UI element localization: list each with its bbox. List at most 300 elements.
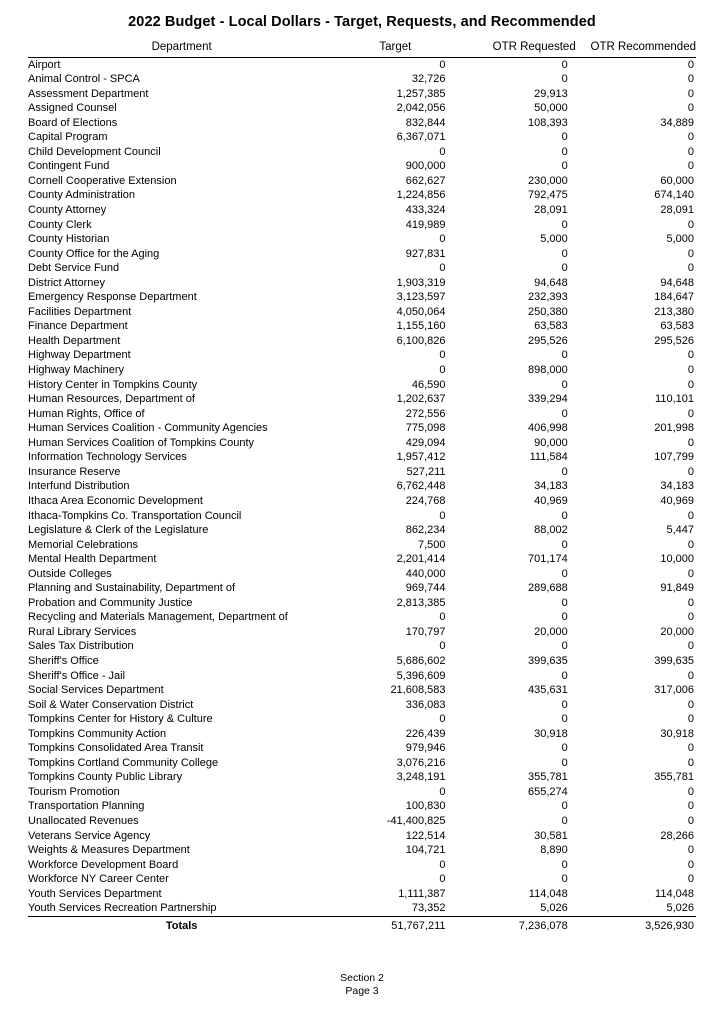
cell-otr-recommended: 0 xyxy=(687,538,694,551)
cell-department: Health Department xyxy=(28,334,121,347)
cell-otr-recommended: 0 xyxy=(687,349,694,362)
cell-target: 6,762,448 xyxy=(396,480,446,493)
cell-otr-recommended: 184,647 xyxy=(654,291,694,304)
cell-department: Social Services Department xyxy=(28,684,164,697)
cell-otr-requested: 20,000 xyxy=(534,625,568,638)
cell-otr-requested: 0 xyxy=(561,407,568,420)
cell-department: Finance Department xyxy=(28,320,128,333)
cell-target: 100,830 xyxy=(405,800,446,813)
cell-target: 224,768 xyxy=(405,494,446,507)
cell-department: Animal Control - SPCA xyxy=(28,73,140,86)
cell-department: Tourism Promotion xyxy=(28,785,120,798)
table-row xyxy=(28,538,696,553)
cell-department: District Attorney xyxy=(28,276,106,289)
cell-otr-recommended: 0 xyxy=(687,873,694,886)
cell-target: 832,844 xyxy=(405,116,446,129)
cell-target: 440,000 xyxy=(405,567,446,580)
cell-otr-recommended: 0 xyxy=(687,218,694,231)
cell-otr-recommended: 5,447 xyxy=(666,524,694,537)
cell-department: Contingent Fund xyxy=(28,160,110,173)
table-row xyxy=(28,203,696,218)
table-row xyxy=(28,407,696,422)
cell-otr-recommended: 10,000 xyxy=(660,553,694,566)
table-row xyxy=(28,669,696,684)
table-row xyxy=(28,712,696,727)
table-row xyxy=(28,625,696,640)
cell-target: 775,098 xyxy=(405,422,446,435)
cell-target: 0 xyxy=(439,858,446,871)
cell-otr-recommended: 0 xyxy=(687,742,694,755)
cell-department: Debt Service Fund xyxy=(28,262,120,275)
cell-target: 0 xyxy=(439,233,446,246)
cell-otr-recommended: 0 xyxy=(687,465,694,478)
cell-otr-requested: 399,635 xyxy=(527,654,568,667)
cell-department: Interfund Distribution xyxy=(28,480,130,493)
table-row xyxy=(28,654,696,669)
totals-target: 51,767,211 xyxy=(335,916,455,933)
cell-otr-requested: 0 xyxy=(561,596,568,609)
table-row xyxy=(28,596,696,611)
cell-otr-recommended: 94,648 xyxy=(660,276,694,289)
cell-target: 0 xyxy=(439,58,446,71)
cell-target: 170,797 xyxy=(405,625,446,638)
cell-otr-requested: 0 xyxy=(561,713,568,726)
cell-target: 2,813,385 xyxy=(396,596,446,609)
cell-otr-recommended: 0 xyxy=(687,102,694,115)
table-row xyxy=(28,145,696,160)
table-row xyxy=(28,116,696,131)
cell-target: 0 xyxy=(439,785,446,798)
cell-otr-requested: 90,000 xyxy=(534,436,568,449)
cell-target: 3,248,191 xyxy=(396,771,446,784)
column-header-department: Department xyxy=(151,41,212,53)
cell-otr-recommended: 355,781 xyxy=(654,771,694,784)
cell-target: 3,123,597 xyxy=(396,291,446,304)
table-row xyxy=(28,305,696,320)
cell-department: Cornell Cooperative Extension xyxy=(28,174,177,187)
totals-label: Totals xyxy=(28,916,335,933)
table-row xyxy=(28,829,696,844)
cell-target: 6,367,071 xyxy=(396,131,446,144)
cell-target: 336,083 xyxy=(405,698,446,711)
cell-otr-recommended: 0 xyxy=(687,596,694,609)
column-header-otr-requested: OTR Requested xyxy=(492,41,576,53)
cell-target: 272,556 xyxy=(405,407,446,420)
table-body xyxy=(28,57,696,916)
cell-otr-recommended: 0 xyxy=(687,567,694,580)
cell-otr-requested: 63,583 xyxy=(534,320,568,333)
cell-otr-requested: 0 xyxy=(561,640,568,653)
cell-department: Airport xyxy=(28,58,61,71)
cell-otr-requested: 5,000 xyxy=(540,233,568,246)
cell-department: Human Resources, Department of xyxy=(28,393,195,406)
cell-otr-recommended: 0 xyxy=(687,364,694,377)
cell-target: 927,831 xyxy=(405,247,446,260)
cell-otr-requested: 30,581 xyxy=(534,829,568,842)
cell-otr-recommended: 0 xyxy=(687,858,694,871)
cell-otr-requested: 40,969 xyxy=(534,494,568,507)
cell-target: 0 xyxy=(439,349,446,362)
cell-department: Weights & Measures Department xyxy=(28,844,190,857)
cell-otr-recommended: 399,635 xyxy=(654,654,694,667)
cell-target: 527,211 xyxy=(406,465,446,478)
cell-otr-requested: 111,584 xyxy=(529,451,568,464)
cell-otr-recommended: 0 xyxy=(687,378,694,391)
table-row xyxy=(28,363,696,378)
cell-target: 429,094 xyxy=(405,436,446,449)
cell-otr-requested: 0 xyxy=(561,465,568,478)
cell-target: 6,100,826 xyxy=(396,334,446,347)
cell-otr-requested: 295,526 xyxy=(527,334,568,347)
table-row xyxy=(28,581,696,596)
cell-otr-requested: 701,174 xyxy=(527,553,568,566)
table-header xyxy=(28,40,696,57)
cell-department: Capital Program xyxy=(28,131,108,144)
cell-target: 5,686,602 xyxy=(396,654,446,667)
cell-otr-recommended: 28,266 xyxy=(660,829,694,842)
cell-department: Child Development Council xyxy=(28,145,161,158)
cell-target: 2,042,056 xyxy=(396,102,446,115)
table-row xyxy=(28,334,696,349)
cell-department: Mental Health Department xyxy=(28,553,157,566)
footer-page-number: Page 3 xyxy=(345,985,379,997)
cell-department: Highway Machinery xyxy=(28,364,124,377)
table-row xyxy=(28,901,696,916)
cell-otr-requested: 0 xyxy=(561,756,568,769)
cell-otr-recommended: 0 xyxy=(687,800,694,813)
table-row xyxy=(28,770,696,785)
page-title: 2022 Budget - Local Dollars - Target, Requests, and Recommended xyxy=(128,14,596,30)
cell-department: Memorial Celebrations xyxy=(28,538,139,551)
cell-target: 433,324 xyxy=(405,204,446,217)
table-row xyxy=(28,639,696,654)
table-row xyxy=(28,319,696,334)
table-row xyxy=(28,276,696,291)
cell-department: Sheriff's Office - Jail xyxy=(28,669,126,682)
cell-otr-requested: 406,998 xyxy=(527,422,568,435)
table-row xyxy=(28,552,696,567)
cell-otr-recommended: 20,000 xyxy=(660,625,694,638)
cell-department: County Office for the Aging xyxy=(28,247,160,260)
cell-otr-requested: 0 xyxy=(561,58,568,71)
cell-department: Human Services Coalition of Tompkins County xyxy=(28,436,255,449)
cell-department: Facilities Department xyxy=(28,305,132,318)
cell-department: Assigned Counsel xyxy=(28,102,117,115)
cell-otr-recommended: 0 xyxy=(687,160,694,173)
cell-otr-recommended: 63,583 xyxy=(660,320,694,333)
cell-otr-requested: 0 xyxy=(561,218,568,231)
cell-otr-requested: 0 xyxy=(561,262,568,275)
table-row xyxy=(28,290,696,305)
table-row xyxy=(28,756,696,771)
totals-row xyxy=(28,916,696,933)
cell-target: 1,155,160 xyxy=(396,320,446,333)
cell-target: 1,224,856 xyxy=(396,189,446,202)
table-row xyxy=(28,858,696,873)
table-header-row xyxy=(28,40,696,55)
table-row xyxy=(28,741,696,756)
cell-department: County Historian xyxy=(28,233,110,246)
table-row xyxy=(28,567,696,582)
cell-department: Outside Colleges xyxy=(28,567,112,580)
cell-otr-requested: 0 xyxy=(561,145,568,158)
cell-otr-requested: 230,000 xyxy=(527,174,568,187)
cell-otr-requested: 792,475 xyxy=(527,189,568,202)
cell-target: 21,608,583 xyxy=(390,684,446,697)
cell-target: 0 xyxy=(439,262,446,275)
footer-section: Section 2 xyxy=(340,972,384,984)
cell-target: 0 xyxy=(439,640,446,653)
cell-otr-requested: 0 xyxy=(561,858,568,871)
cell-department: Rural Library Services xyxy=(28,625,137,638)
cell-department: Tompkins Consolidated Area Transit xyxy=(28,742,204,755)
cell-target: 46,590 xyxy=(411,378,446,391)
cell-otr-recommended: 60,000 xyxy=(660,174,694,187)
cell-otr-recommended: 0 xyxy=(687,509,694,522)
cell-target: 1,202,637 xyxy=(396,393,446,406)
budget-table xyxy=(28,40,696,933)
cell-department: Board of Elections xyxy=(28,116,118,129)
cell-otr-recommended: 30,918 xyxy=(660,727,694,740)
table-row xyxy=(28,465,696,480)
cell-otr-recommended: 0 xyxy=(687,640,694,653)
table-row xyxy=(28,509,696,524)
cell-target: 419,989 xyxy=(405,218,446,231)
cell-otr-recommended: 0 xyxy=(687,262,694,275)
cell-otr-requested: 0 xyxy=(561,349,568,362)
cell-otr-requested: 50,000 xyxy=(534,102,568,115)
cell-otr-recommended: 0 xyxy=(687,145,694,158)
cell-target: 5,396,609 xyxy=(396,669,446,682)
cell-otr-requested: 0 xyxy=(561,669,568,682)
cell-otr-requested: 655,274 xyxy=(527,785,568,798)
cell-otr-requested: 34,183 xyxy=(534,480,568,493)
cell-otr-requested: 0 xyxy=(561,611,568,624)
cell-target: 3,076,216 xyxy=(396,756,446,769)
table-row xyxy=(28,247,696,262)
cell-otr-recommended: 5,026 xyxy=(666,902,694,915)
table-row xyxy=(28,872,696,887)
cell-otr-requested: 114,048 xyxy=(528,887,568,900)
cell-otr-requested: 232,393 xyxy=(527,291,568,304)
cell-otr-recommended: 674,140 xyxy=(654,189,694,202)
cell-otr-recommended: 213,380 xyxy=(654,305,694,318)
cell-otr-requested: 0 xyxy=(561,378,568,391)
cell-target: 969,744 xyxy=(405,582,446,595)
cell-target: 1,957,412 xyxy=(396,451,446,464)
cell-department: Unallocated Revenues xyxy=(28,814,139,827)
cell-otr-requested: 30,918 xyxy=(534,727,568,740)
cell-department: Tompkins Center for History & Culture xyxy=(28,713,213,726)
cell-department: Ithaca-Tompkins Co. Transportation Council xyxy=(28,509,242,522)
cell-target: 104,721 xyxy=(405,844,446,857)
cell-department: Planning and Sustainability, Department of xyxy=(28,582,236,595)
table-row xyxy=(28,188,696,203)
column-header-otr-recommended: OTR Recommended xyxy=(590,41,696,53)
cell-target: 1,111,387 xyxy=(398,887,446,900)
cell-otr-requested: 0 xyxy=(561,698,568,711)
table-row xyxy=(28,814,696,829)
page-footer xyxy=(0,972,724,998)
table-row xyxy=(28,785,696,800)
cell-department: Veterans Service Agency xyxy=(28,829,151,842)
cell-department: Workforce NY Career Center xyxy=(28,873,169,886)
cell-target: 900,000 xyxy=(405,160,446,173)
table-row xyxy=(28,436,696,451)
cell-otr-recommended: 34,183 xyxy=(660,480,694,493)
cell-otr-requested: 108,393 xyxy=(527,116,568,129)
cell-department: Legislature & Clerk of the Legislature xyxy=(28,524,209,537)
table-row xyxy=(28,232,696,247)
cell-otr-recommended: 317,006 xyxy=(654,684,694,697)
cell-otr-requested: 0 xyxy=(561,131,568,144)
cell-otr-requested: 29,913 xyxy=(534,87,568,100)
cell-otr-recommended: 0 xyxy=(687,713,694,726)
cell-department: Recycling and Materials Management, Department of xyxy=(28,611,288,624)
cell-otr-recommended: 114,048 xyxy=(655,887,694,900)
cell-department: County Administration xyxy=(28,189,135,202)
cell-otr-recommended: 28,091 xyxy=(660,204,694,217)
cell-target: 0 xyxy=(439,611,446,624)
cell-otr-requested: 0 xyxy=(561,160,568,173)
cell-department: Youth Services Recreation Partnership xyxy=(28,902,217,915)
cell-target: 122,514 xyxy=(405,829,446,842)
cell-target: 862,234 xyxy=(405,524,446,537)
totals-requested: 7,236,078 xyxy=(456,916,576,933)
cell-target: 1,903,319 xyxy=(396,276,446,289)
cell-department: Tompkins County Public Library xyxy=(28,771,183,784)
cell-otr-requested: 250,380 xyxy=(527,305,568,318)
cell-otr-recommended: 0 xyxy=(687,756,694,769)
cell-otr-recommended: 40,969 xyxy=(660,494,694,507)
table-row xyxy=(28,392,696,407)
cell-otr-requested: 8,890 xyxy=(540,844,568,857)
cell-target: 7,500 xyxy=(417,538,446,551)
cell-department: Workforce Development Board xyxy=(28,858,179,871)
table-row xyxy=(28,101,696,116)
table-row xyxy=(28,57,696,72)
cell-otr-recommended: 0 xyxy=(687,669,694,682)
cell-department: Ithaca Area Economic Development xyxy=(28,494,203,507)
cell-department: Tompkins Cortland Community College xyxy=(28,756,219,769)
cell-otr-requested: 0 xyxy=(561,873,568,886)
cell-target: 32,726 xyxy=(411,73,446,86)
table-row xyxy=(28,218,696,233)
cell-department: Sheriff's Office xyxy=(28,654,99,667)
cell-department: County Clerk xyxy=(28,218,92,231)
cell-otr-requested: 289,688 xyxy=(527,582,568,595)
table-row xyxy=(28,799,696,814)
cell-target: -41,400,825 xyxy=(386,814,446,827)
cell-otr-recommended: 0 xyxy=(687,785,694,798)
cell-otr-recommended: 110,101 xyxy=(655,393,694,406)
cell-department: Human Services Coalition - Community Agencies xyxy=(28,422,268,435)
cell-target: 0 xyxy=(439,509,446,522)
table-row xyxy=(28,421,696,436)
cell-department: Assessment Department xyxy=(28,87,149,100)
table-row xyxy=(28,887,696,902)
cell-target: 0 xyxy=(439,713,446,726)
cell-target: 662,627 xyxy=(405,174,446,187)
cell-otr-recommended: 91,849 xyxy=(660,582,694,595)
cell-otr-recommended: 0 xyxy=(687,698,694,711)
cell-target: 73,352 xyxy=(411,902,446,915)
cell-otr-recommended: 0 xyxy=(687,73,694,86)
cell-target: 0 xyxy=(439,145,446,158)
cell-department: Information Technology Services xyxy=(28,451,187,464)
table-row xyxy=(28,610,696,625)
cell-department: Human Rights, Office of xyxy=(28,407,145,420)
cell-department: Insurance Reserve xyxy=(28,465,121,478)
cell-otr-requested: 28,091 xyxy=(534,204,568,217)
cell-target: 0 xyxy=(439,364,446,377)
table-row xyxy=(28,494,696,509)
table-row xyxy=(28,130,696,145)
cell-otr-recommended: 0 xyxy=(687,814,694,827)
cell-department: Tompkins Community Action xyxy=(28,727,167,740)
table-row xyxy=(28,174,696,189)
cell-department: Emergency Response Department xyxy=(28,291,197,304)
cell-target: 0 xyxy=(439,873,446,886)
cell-otr-requested: 0 xyxy=(561,73,568,86)
cell-otr-recommended: 0 xyxy=(687,844,694,857)
table-row xyxy=(28,523,696,538)
cell-otr-recommended: 295,526 xyxy=(654,334,694,347)
cell-otr-requested: 0 xyxy=(561,509,568,522)
table-row xyxy=(28,727,696,742)
table-row xyxy=(28,683,696,698)
cell-otr-requested: 0 xyxy=(561,800,568,813)
table-row xyxy=(28,450,696,465)
cell-otr-requested: 0 xyxy=(561,538,568,551)
cell-otr-recommended: 107,799 xyxy=(654,451,694,464)
cell-target: 226,439 xyxy=(405,727,446,740)
table-footer xyxy=(28,916,696,933)
cell-otr-recommended: 0 xyxy=(687,247,694,260)
cell-department: Soil & Water Conservation District xyxy=(28,698,194,711)
cell-otr-recommended: 0 xyxy=(687,58,694,71)
cell-otr-recommended: 0 xyxy=(687,436,694,449)
cell-target: 1,257,385 xyxy=(396,87,446,100)
cell-otr-recommended: 0 xyxy=(687,407,694,420)
cell-department: Sales Tax Distribution xyxy=(28,640,134,653)
cell-otr-requested: 0 xyxy=(561,742,568,755)
cell-otr-recommended: 5,000 xyxy=(666,233,694,246)
table-row xyxy=(28,378,696,393)
cell-department: Highway Department xyxy=(28,349,131,362)
table-row xyxy=(28,348,696,363)
table-row xyxy=(28,72,696,87)
column-header-target: Target xyxy=(379,41,412,53)
cell-otr-requested: 355,781 xyxy=(527,771,568,784)
cell-department: County Attorney xyxy=(28,204,107,217)
cell-otr-requested: 0 xyxy=(561,567,568,580)
cell-department: Transportation Planning xyxy=(28,800,145,813)
cell-target: 979,946 xyxy=(405,742,446,755)
cell-otr-recommended: 201,998 xyxy=(654,422,694,435)
totals-recommended: 3,526,930 xyxy=(576,916,696,933)
cell-otr-requested: 0 xyxy=(561,247,568,260)
cell-otr-requested: 88,002 xyxy=(534,524,568,537)
table-row xyxy=(28,159,696,174)
cell-otr-requested: 898,000 xyxy=(527,364,568,377)
cell-otr-requested: 0 xyxy=(561,814,568,827)
table-row xyxy=(28,479,696,494)
cell-otr-requested: 435,631 xyxy=(527,684,568,697)
cell-otr-recommended: 0 xyxy=(687,87,694,100)
cell-target: 2,201,414 xyxy=(396,553,446,566)
cell-otr-recommended: 0 xyxy=(687,131,694,144)
